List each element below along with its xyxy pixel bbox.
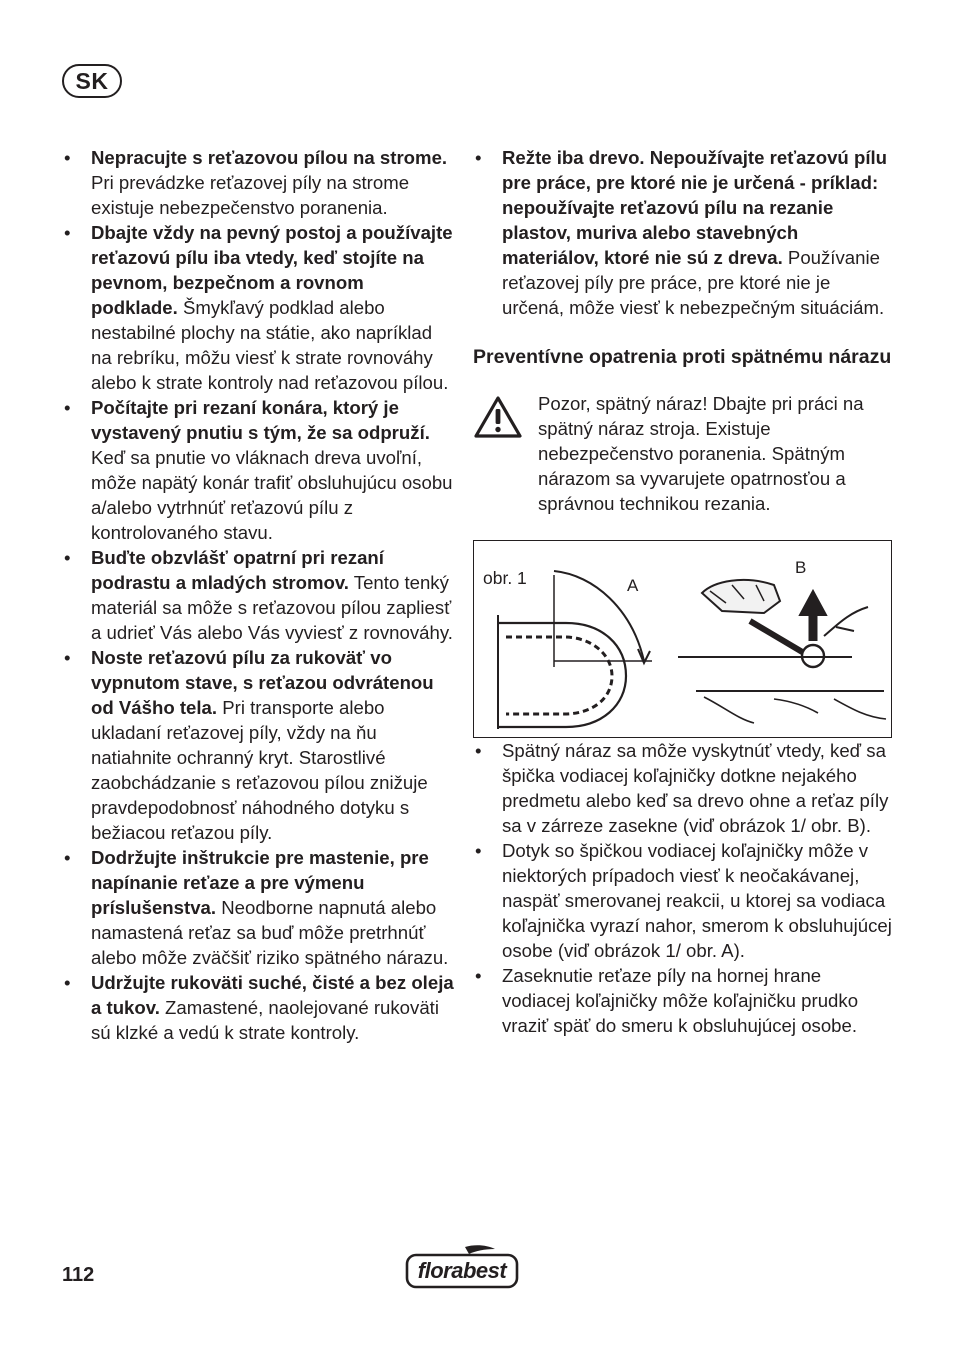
safety-list-right-top	[473, 145, 893, 320]
item-bold: Noste reťazovú pílu za rukoväť vo vypnutom stave, s reťazou odvrátenou od Vášho tela.	[91, 647, 434, 718]
kickback-warning	[473, 391, 893, 527]
safety-list-left	[62, 145, 454, 1045]
list-item	[62, 395, 454, 545]
warning-text: Pozor, spätný náraz! Dbajte pri práci na spätný náraz stroja. Existuje nebezpečenstvo poranenia. Spätným nárazom sa vyvarujete opatrnosťou a správnou technikou rezania.	[538, 393, 864, 514]
kickback-illustration	[474, 541, 893, 739]
kickback-figure	[473, 540, 892, 738]
list-item: • Dotyk so špičkou vodiacej koľajničky môže v niektorých prípadoch viesť k neočakávanej, naspäť smerovanej reakcii, u ktorej sa vodiaca koľajnička vyrazí nahor, smerom k obsluhujúcej osobe (viď obrázok 1/ obr. A).	[473, 838, 893, 963]
list-item	[62, 220, 454, 395]
figure-label-b: B	[795, 558, 807, 577]
language-badge	[62, 64, 122, 98]
brand-name: florabest	[417, 1258, 507, 1283]
list-item: • Spätný náraz sa môže vyskytnúť vtedy, keď sa špička vodiacej koľajničky dotkne nejakého predmetu alebo keď sa drevo ohne a reťaz píly sa v zárreze zasekne (viď obrázok 1/ obr. B).	[473, 738, 893, 838]
list-item	[62, 970, 454, 1045]
list-item	[62, 845, 454, 970]
item-bold: Udržujte rukoväti suché, čisté a bez oleja a tukov.	[91, 972, 454, 1018]
item-text: Neodborne napnutá alebo namastená reťaz sa buď môže pretrhnúť alebo môže zväčšiť riziko spätného nárazu.	[91, 897, 449, 968]
item-bold: Buďte obzvlášť opatrní pri rezaní podrastu a mladých stromov.	[91, 547, 384, 593]
figure-caption: obr. 1	[483, 568, 527, 588]
list-item	[473, 145, 893, 320]
list-item	[62, 145, 454, 220]
item-text: Zamastené, naolejované rukoväti sú klzké a vedú k strate kontroly.	[91, 997, 439, 1043]
item-text: Pri prevádzke reťazovej píly na strome existuje nebezpečenstvo poranenia.	[91, 172, 410, 218]
kickback-list	[473, 738, 893, 1038]
saw-cutting-drawing	[678, 580, 886, 723]
page-number: 112	[62, 1264, 95, 1286]
list-item	[62, 545, 454, 645]
right-column	[473, 145, 893, 1038]
list-item: • Zaseknutie reťaze píly na hornej hrane vodiacej koľajničky môže koľajničku prudko vraziť späť do smeru k obsluhujúcej osobe.	[473, 963, 893, 1038]
item-text: Používanie reťazovej píly pre práce, pre ktoré nie je určená, môže viesť k nebezpečným situáciám.	[502, 247, 885, 318]
list-item	[62, 645, 454, 845]
item-text: Keď sa pnutie vo vláknach dreva uvoľní, môže napätý konár trafiť obsluhujúcu osobu a/alebo vytrhnúť reťazovú pílu z kontrolovaného stavu.	[91, 447, 453, 543]
item-text: Šmykľavý podklad alebo nestabilné plochy na státie, ako napríklad na rebríku, môžu viesť k strate rovnováhy alebo k strate kontroly nad reťazovou pílou.	[91, 297, 449, 393]
left-column	[62, 145, 454, 1045]
item-bold: Počítajte pri rezaní konára, ktorý je vystavený pnutiu s tým, že sa odpruží.	[91, 397, 430, 443]
section-heading: Preventívne opatrenia proti spätnému nárazu	[473, 346, 892, 368]
language-code: SK	[75, 67, 109, 94]
item-text: Pri transporte alebo ukladaní reťazovej píly, vždy na ňu natiahnite ochranný kryt. Starostlivé zaobchádzanie s reťazovou pílou znižuje pravdepodobnosť náhodného dotyku s bežiacou reťazou píly.	[91, 697, 428, 843]
item-text: Tento tenký materiál sa môže s reťazovou pílou zapliesť a udrieť Vás alebo Vás vyviesť z rovnováhy.	[91, 572, 453, 643]
figure-label-a: A	[627, 576, 639, 595]
item-bold: Nepracujte s reťazovou pílou na stromе.	[91, 147, 448, 168]
item-bold: Režte iba drevo. Nepoužívajte reťazovú pílu pre práce, pre ktoré nie je určená - príklad: nepoužívajte reťazovú pílu na rezanie plastov, muriva alebo stavebných materiálov, ktoré nie sú z dreva.	[502, 147, 888, 268]
brand-logo	[405, 1242, 519, 1290]
warning-triangle-icon	[473, 395, 523, 439]
item-bold: Dbajte vždy na pevný postoj a používajte reťazovú pílu iba vtedy, keď stojíte na pevnom, bezpečnom a rovnom podklade.	[91, 222, 453, 318]
item-bold: Dodržujte inštrukcie pre mastenie, pre napínanie reťaze a pre výmenu príslušenstva.	[91, 847, 429, 918]
